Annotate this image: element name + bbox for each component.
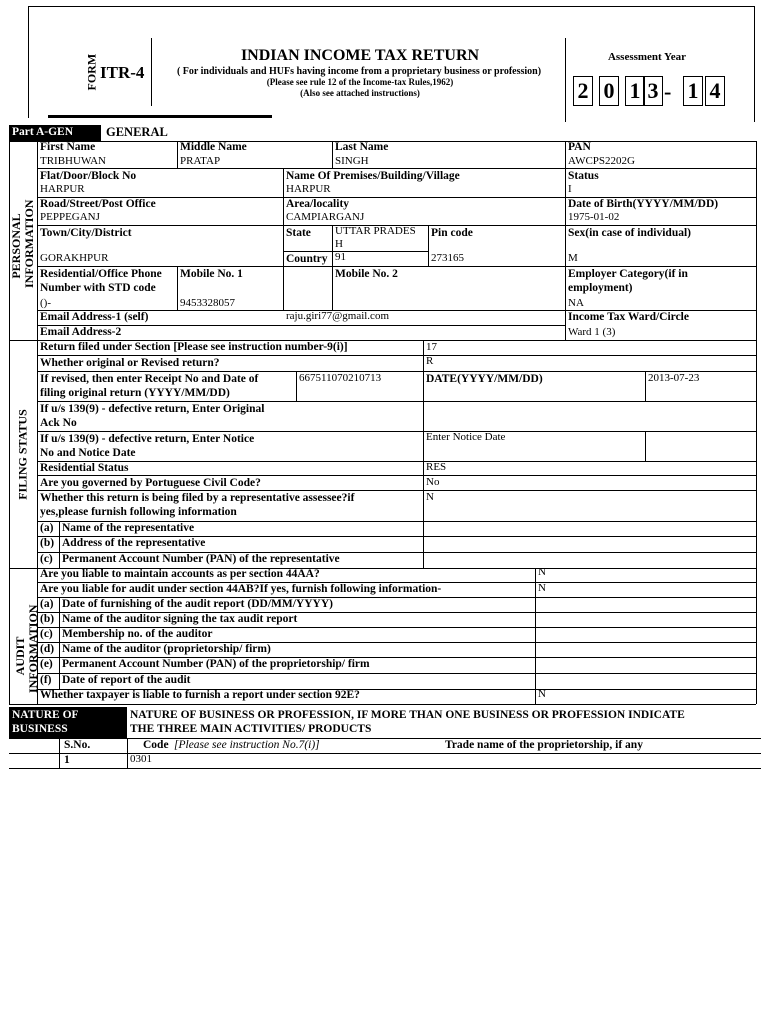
v-92e[interactable]: N [538,688,546,700]
employer-label-1: Employer Category(if in [568,268,688,280]
mobile1-value[interactable]: 9453328057 [180,297,235,309]
mobile1-label: Mobile No. 1 [180,268,243,280]
sex-label: Sex(in case of individual) [568,227,692,239]
assessment-year-label: Assessment Year [607,51,687,63]
middle-name-label: Middle Name [180,141,247,153]
email1-label: Email Address-1 (self) [40,311,149,323]
mobile2-label: Mobile No. 2 [335,268,398,280]
rep-item-c-key: (c) [40,553,53,565]
phone-label-2: Number with STD code [40,282,156,294]
v-44ab[interactable]: N [538,582,546,594]
instructions-note: (Also see attached instructions) [300,88,420,98]
part-a-tag-label: Part A-GEN [12,126,74,138]
audit-item-c-key: (c) [40,628,53,640]
audit-item-b-key: (b) [40,613,55,625]
q-44ab: Are you liable for audit under section 44AB?If yes, furnish following information- [40,583,442,595]
orig-revised-value[interactable]: R [426,355,434,367]
form-word: FORM [84,53,99,91]
employer-value[interactable]: NA [568,297,584,309]
email1-value[interactable]: raju.giri77@gmail.com [286,310,389,322]
road-value[interactable]: PEPPEGANJ [40,211,100,223]
last-name-value[interactable]: SINGH [335,155,369,167]
defective-notice-q-2: No and Notice Date [40,447,136,459]
receipt-q-2: filing original return (YYYY/MM/DD) [40,387,230,399]
pincode-value[interactable]: 273165 [431,252,464,264]
ward-label: Income Tax Ward/Circle [568,311,689,323]
col-trade-header: Trade name of the proprietorship, if any [445,739,643,751]
col-sno-header: S.No. [64,739,91,751]
nature-heading-2: THE THREE MAIN ACTIVITIES/ PRODUCTS [130,723,372,735]
audit-item-b-text: Name of the auditor signing the tax audit report [62,613,298,625]
v-44aa[interactable]: N [538,566,546,578]
nature-label-2: BUSINESS [12,723,68,735]
nature-heading-1: NATURE OF BUSINESS OR PROFESSION, IF MORE THAN ONE BUSINESS OR PROFESSION INDICATE [130,709,685,721]
q-44aa: Are you liable to maintain accounts as per section 44AA? [40,568,320,580]
first-name-label: First Name [40,141,96,153]
form-title: INDIAN INCOME TAX RETURN [240,47,480,64]
premises-label: Name Of Premises/Building/Village [286,170,460,182]
representative-q-1: Whether this return is being filed by a representative assessee?if [40,492,355,504]
audit-section-label-2: INFORMATION [26,604,40,693]
nature-label-box [9,707,127,738]
part-a-title: GENERAL [106,125,168,139]
year-char-3: 3 [643,76,663,106]
middle-name-value[interactable]: PRATAP [180,155,221,167]
q-92e: Whether taxpayer is liable to furnish a report under section 92E? [40,689,360,701]
status-label: Status [568,170,599,182]
audit-section-label [13,604,40,693]
audit-item-c-text: Membership no. of the auditor [62,628,213,640]
area-label: Area/locality [286,198,350,210]
orig-revised-q: Whether original or Revised return? [40,357,220,369]
flat-value[interactable]: HARPUR [40,183,85,195]
rep-item-b-key: (b) [40,537,55,549]
dob-label: Date of Birth(YYYY/MM/DD) [568,198,719,210]
date-value[interactable]: 2013-07-23 [648,372,700,384]
personal-section-label [9,199,36,288]
row-1-sno: 1 [64,754,70,766]
ward-value[interactable]: Ward 1 (3) [568,326,616,338]
town-value[interactable]: GORAKHPUR [40,252,109,264]
date-label: DATE(YYYY/MM/DD) [426,373,543,385]
year-char-0: 2 [573,76,593,106]
notice-date-field[interactable]: Enter Notice Date [426,431,506,443]
road-label: Road/Street/Post Office [40,198,156,210]
sex-value[interactable]: M [568,252,578,264]
rep-item-a-key: (a) [40,522,54,534]
phone-value[interactable]: ()- [40,297,51,309]
residential-value[interactable]: RES [426,461,447,473]
portuguese-value[interactable]: No [426,476,440,488]
state-label: State [286,227,311,239]
employer-label-2: employment) [568,282,633,294]
state-value-line1[interactable]: UTTAR PRADES [335,225,416,237]
email2-label: Email Address-2 [40,326,122,338]
rep-item-a-text: Name of the representative [62,522,195,534]
residential-q: Residential Status [40,462,129,474]
return-section-value[interactable]: 17 [426,341,437,353]
audit-item-f-key: (f) [40,674,52,686]
representative-value[interactable]: N [426,491,434,503]
premises-value[interactable]: HARPUR [286,183,331,195]
town-label: Town/City/District [40,227,132,239]
portuguese-q: Are you governed by Portuguese Civil Code? [40,477,261,489]
year-char-4: - [664,79,672,104]
state-value-line2[interactable]: H [335,238,343,250]
nature-label-1: NATURE OF [12,709,79,721]
receipt-q-1: If revised, then enter Receipt No and Date of [40,373,259,385]
pan-label: PAN [568,141,591,153]
form-code: ITR-4 [100,63,145,82]
country-value[interactable]: 91 [335,251,346,263]
country-label: Country [286,253,328,265]
representative-q-2: yes,please furnish following information [40,506,237,518]
status-value[interactable]: I [568,183,572,195]
defective-ack-q-2: Ack No [40,417,77,429]
audit-item-d-text: Name of the auditor (proprietorship/ firm) [62,643,271,655]
return-section-q: Return filed under Section [Please see instruction number-9(i)] [40,341,348,353]
year-char-2: 1 [625,76,645,106]
rep-item-c-text: Permanent Account Number (PAN) of the representative [62,553,340,565]
rule-note: (Please see rule 12 of the Income-tax Rules,1962) [266,77,454,87]
first-name-value[interactable]: TRIBHUWAN [40,155,106,167]
audit-item-a-key: (a) [40,598,54,610]
audit-section-label-1: AUDIT [13,636,27,676]
audit-item-d-key: (d) [40,643,55,655]
audit-item-e-key: (e) [40,658,53,670]
audit-item-f-text: Date of report of the audit [62,674,191,686]
year-char-1: 0 [599,76,619,106]
col-code-note: [Please see instruction No.7(i)] [174,739,320,751]
rep-item-b-text: Address of the representative [62,537,206,549]
audit-item-e-text: Permanent Account Number (PAN) of the proprietorship/ firm [62,658,370,670]
part-a-tag [9,125,101,141]
col-code-header: Code [143,739,169,751]
flat-label: Flat/Door/Block No [40,170,137,182]
dob-value[interactable]: 1975-01-02 [568,211,620,223]
form-subtitle: ( For individuals and HUFs having income from a proprietary business or profession) [176,66,542,77]
audit-item-a-text: Date of furnishing of the audit report (DD/MM/YYYY) [62,598,333,610]
year-char-5: 1 [683,76,703,106]
filing-section-label: FILING STATUS [15,409,30,500]
area-value[interactable]: CAMPIARGANJ [286,211,365,223]
row-1-code[interactable]: 0301 [130,753,152,765]
phone-label-1: Residential/Office Phone [40,268,162,280]
pan-value[interactable]: AWCPS2202G [568,155,635,167]
last-name-label: Last Name [335,141,389,153]
pincode-label: Pin code [431,227,473,239]
personal-section-label-1: PERSONAL [9,213,23,279]
receipt-no-value[interactable]: 667511070210713 [299,372,382,384]
defective-notice-q-1: If u/s 139(9) - defective return, Enter Notice [40,433,255,445]
personal-section-label-2: INFORMATION [22,199,36,288]
year-char-6: 4 [705,76,725,106]
defective-ack-q-1: If u/s 139(9) - defective return, Enter Original [40,403,265,415]
